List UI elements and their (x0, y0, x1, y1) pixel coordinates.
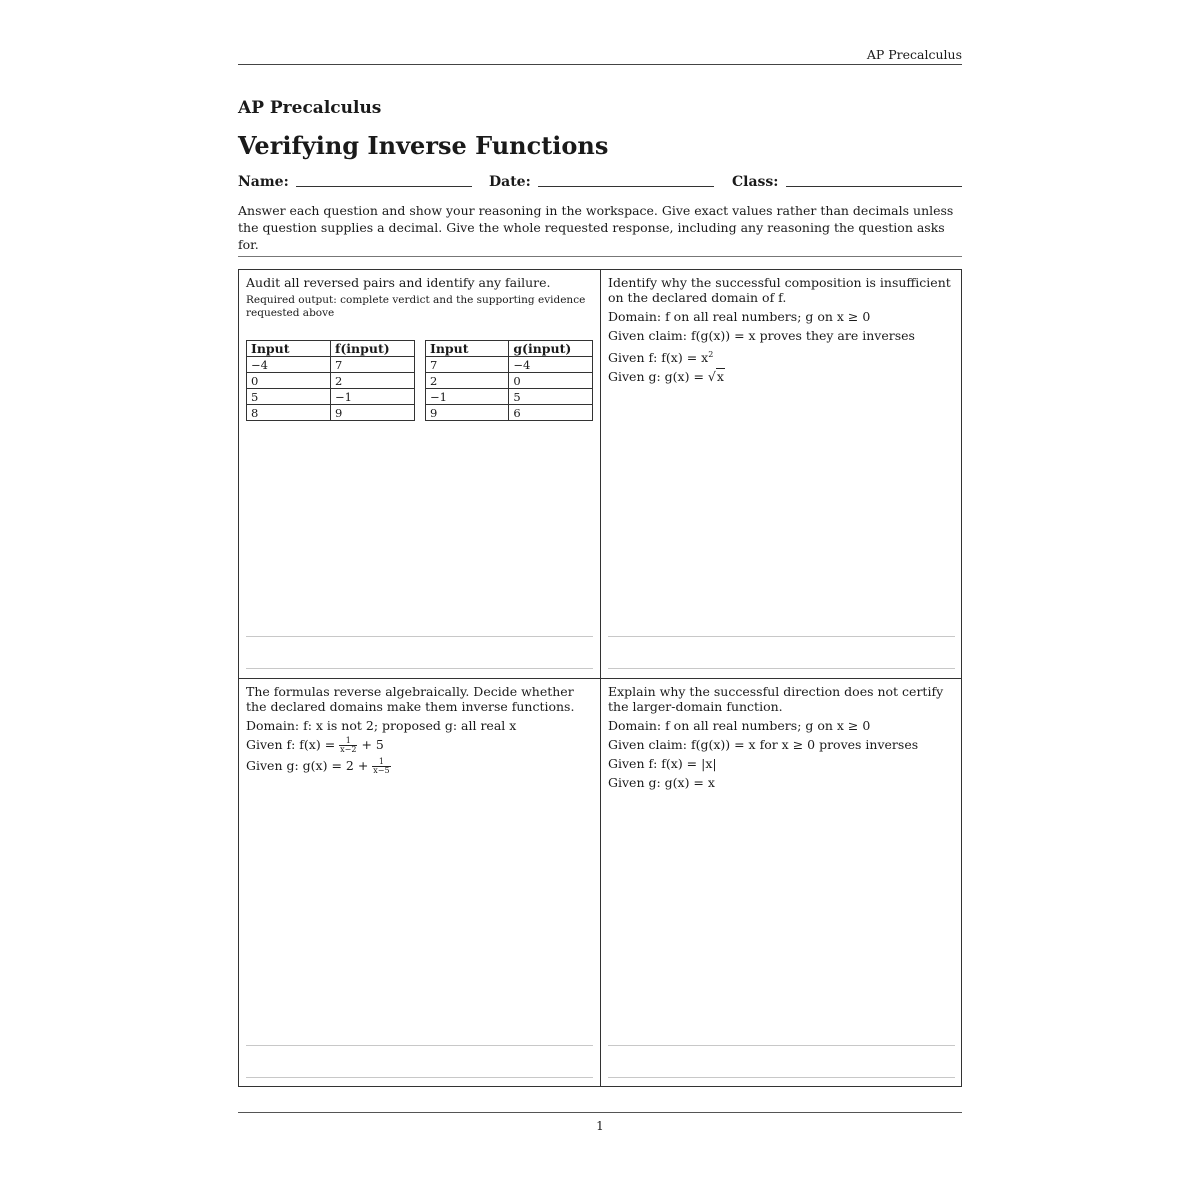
worksheet-title: Verifying Inverse Functions (238, 131, 609, 160)
table-row (426, 389, 593, 405)
table-cell: 9 (331, 405, 415, 421)
g-table-header-input: Input (426, 341, 509, 357)
q3-given-g-fraction (372, 758, 390, 775)
table-row (247, 389, 415, 405)
q2-given-g (608, 369, 955, 384)
page-number: 1 (596, 1119, 604, 1133)
q2-answer-line[interactable] (608, 668, 955, 669)
g-value-table (425, 340, 593, 421)
q2-given-f (608, 347, 955, 365)
worksheet-page (238, 0, 962, 1200)
q2-prompt: Identify why the successful composition is insufficient on the declared domain of f. (608, 275, 951, 305)
q1-required-output: Required output: complete verdict and the supporting evidence requested above (246, 294, 586, 319)
fraction-denominator: x−2 (340, 745, 357, 754)
q2-given-f-label: Given f: (608, 350, 658, 366)
table-cell: 2 (426, 373, 509, 389)
table-cell: −4 (247, 357, 331, 373)
table-cell: 0 (509, 373, 593, 389)
instructions-rule (238, 256, 962, 257)
q4-claim: Given claim: f(g(x)) = x for x ≥ 0 proves inverses (608, 737, 919, 752)
f-table-header-input: Input (247, 341, 331, 357)
fraction-numerator: 1 (339, 737, 357, 746)
name-field[interactable] (296, 186, 472, 187)
fraction-numerator: 1 (372, 758, 390, 767)
running-head: AP Precalculus (866, 47, 962, 62)
table-row (426, 405, 593, 421)
question-grid (238, 269, 962, 1087)
header-rule (238, 64, 962, 65)
question-2 (608, 275, 955, 675)
question-4 (608, 684, 955, 1084)
table-cell: 7 (331, 357, 415, 373)
student-fields (238, 174, 962, 194)
q3-given-f-fraction (339, 737, 357, 754)
footer-rule (238, 1112, 962, 1113)
name-label: Name: (238, 174, 289, 190)
table-cell: 6 (509, 405, 593, 421)
q3-given-g-lhs: g(x) = 2 + (302, 758, 369, 773)
q2-domain: Domain: f on all real numbers; g on x ≥ 0 (608, 309, 871, 324)
table-cell: 5 (247, 389, 331, 405)
q3-prompt: The formulas reverse algebraically. Decide whether the declared domains make them inverse functions. (246, 684, 575, 714)
table-cell: 8 (247, 405, 331, 421)
q2-answer-line[interactable] (608, 636, 955, 637)
q2-given-f-formula: f(x) = x (661, 350, 709, 366)
f-value-table (246, 340, 415, 421)
q3-given-f-label: Given f: (246, 737, 296, 752)
q2-claim: Given claim: f(g(x)) = x proves they are inverses (608, 328, 915, 343)
table-cell: 9 (426, 405, 509, 421)
table-cell: −1 (331, 389, 415, 405)
class-field[interactable] (786, 186, 962, 187)
date-field[interactable] (538, 186, 714, 187)
q4-given-g: Given g: g(x) = x (608, 775, 715, 790)
q3-given-g (246, 758, 593, 775)
table-row (247, 405, 415, 421)
q2-given-g-formula: g(x) = (664, 369, 704, 385)
table-cell: −4 (509, 357, 593, 373)
instructions: Answer each question and show your reasoning in the workspace. Give exact values rather than decimals unless the question supplies a decimal. Give the whole requested response, including any reasoning the question asks for. (238, 203, 954, 252)
f-table-header-output: f(input) (331, 341, 415, 357)
table-row (426, 373, 593, 389)
q2-given-g-radicand: x (716, 369, 724, 385)
table-cell: 5 (509, 389, 593, 405)
q4-prompt: Explain why the successful direction does not certify the larger-domain function. (608, 684, 944, 714)
table-cell: 7 (426, 357, 509, 373)
q3-given-g-label: Given g: (246, 758, 299, 773)
sqrt-icon: √ (707, 369, 716, 385)
course-heading: AP Precalculus (238, 98, 382, 118)
table-cell: −1 (426, 389, 509, 405)
q3-answer-line[interactable] (246, 1045, 593, 1046)
table-cell: 2 (331, 373, 415, 389)
q1-answer-line[interactable] (246, 668, 593, 669)
class-label: Class: (732, 174, 779, 190)
q4-answer-line[interactable] (608, 1077, 955, 1078)
fraction-denominator: x−5 (373, 766, 390, 775)
date-label: Date: (489, 174, 531, 190)
q3-answer-line[interactable] (246, 1077, 593, 1078)
q4-answer-line[interactable] (608, 1045, 955, 1046)
q3-given-f-lhs: f(x) = (299, 737, 336, 752)
q4-given-f: Given f: f(x) = |x| (608, 756, 717, 771)
q1-prompt: Audit all reversed pairs and identify any failure. (246, 275, 551, 290)
table-row (247, 373, 415, 389)
q2-given-f-exponent: 2 (708, 350, 714, 359)
question-1 (246, 275, 593, 675)
table-row (426, 357, 593, 373)
q3-domain: Domain: f: x is not 2; proposed g: all real x (246, 718, 517, 733)
grid-horizontal-divider (239, 678, 961, 679)
g-table-header-output: g(input) (509, 341, 593, 357)
q3-given-f (246, 737, 593, 754)
table-row (247, 357, 415, 373)
question-3 (246, 684, 593, 1084)
q1-answer-line[interactable] (246, 636, 593, 637)
q3-given-f-tail: + 5 (361, 737, 384, 752)
q2-given-g-label: Given g: (608, 369, 661, 385)
q4-domain: Domain: f on all real numbers; g on x ≥ 0 (608, 718, 871, 733)
table-cell: 0 (247, 373, 331, 389)
